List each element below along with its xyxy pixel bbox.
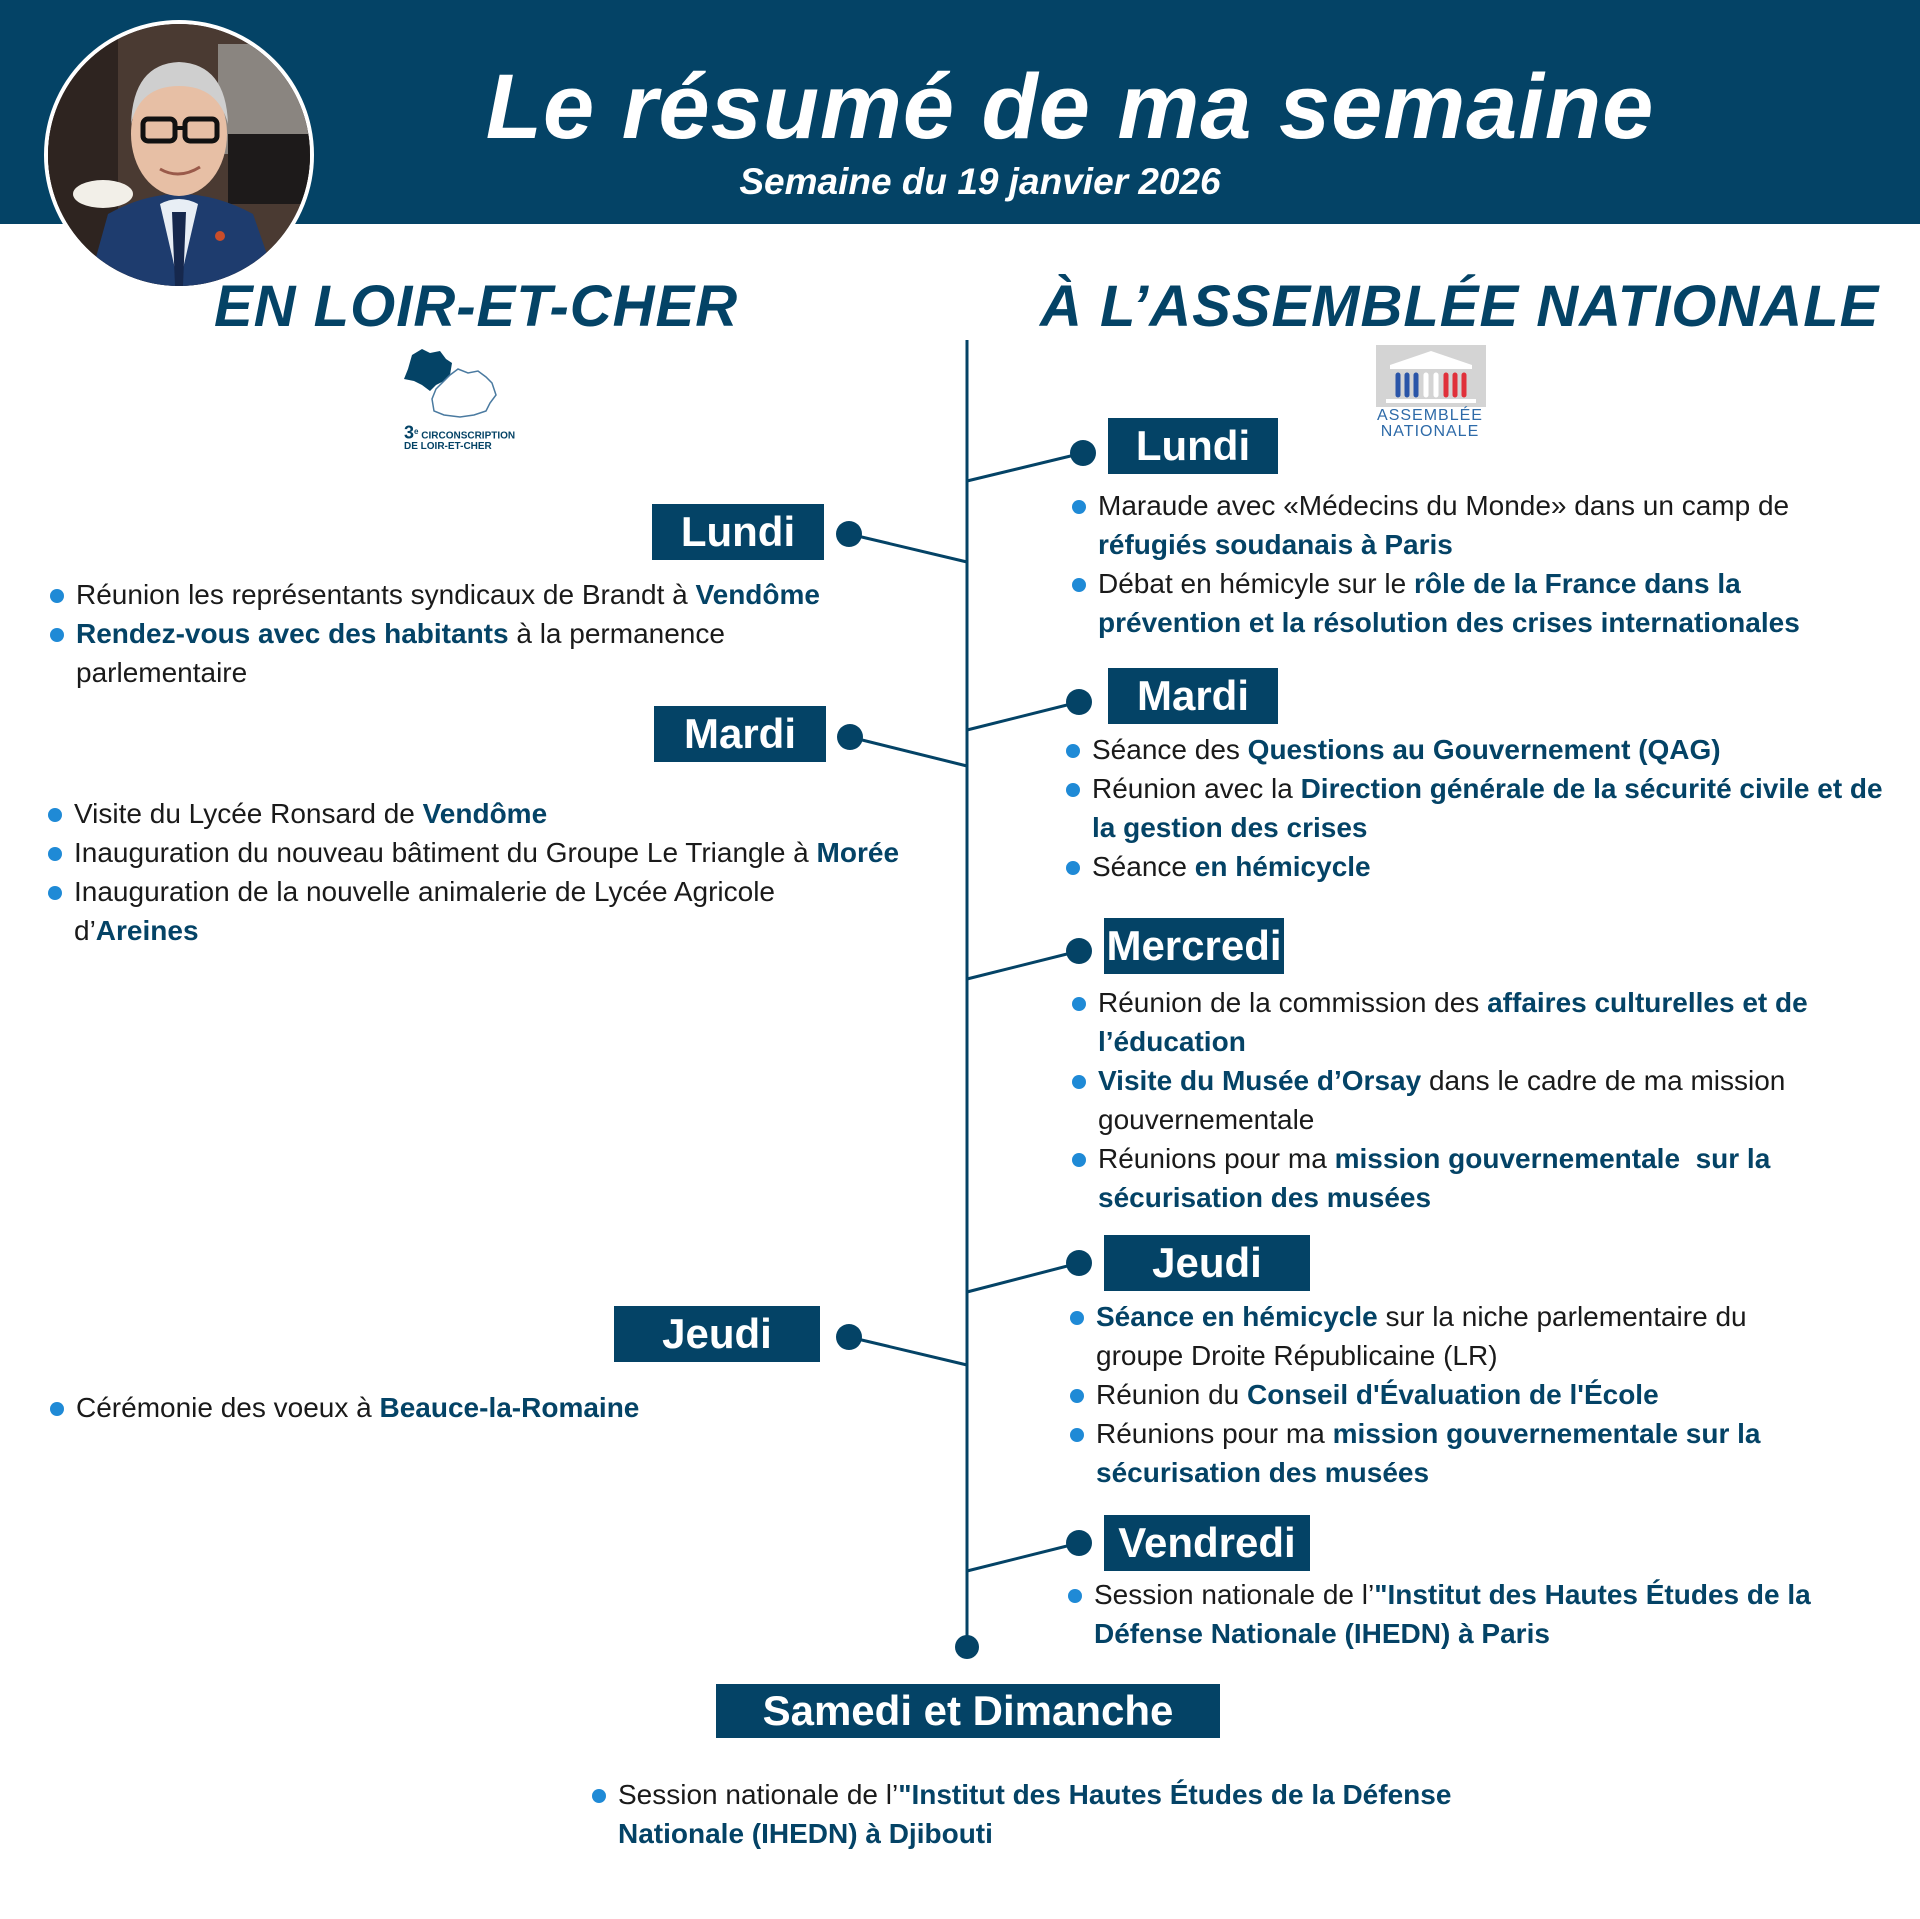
- right-jeudi-items: [1068, 1297, 1848, 1492]
- list-item: Rendez-vous avec des habitants à la permanence parlementaire: [48, 614, 796, 692]
- bullet-icon: [50, 628, 64, 642]
- left-column-title: EN LOIR-ET-CHER: [214, 274, 739, 339]
- right-day-mardi: Mardi: [1108, 668, 1278, 724]
- list-item: Inauguration du nouveau bâtiment du Groupe Le Triangle à Morée: [46, 833, 904, 872]
- assemblee-nationale-logo-text: ASSEMBLÉE NATIONALE: [1377, 407, 1483, 440]
- page-title: Le résumé de ma semaine: [485, 56, 1655, 158]
- list-item: Réunion les représentants syndicaux de Brandt à Vendôme: [48, 575, 878, 614]
- bullet-icon: [592, 1789, 606, 1803]
- list-item: Inauguration de la nouvelle animalerie de Lycée Agricole d’Areines: [46, 872, 904, 950]
- bullet-icon: [1070, 1311, 1084, 1325]
- list-item: Réunions pour ma mission gouvernementale sur la sécurisation des musées: [1070, 1139, 1848, 1217]
- list-item: Réunion avec la Direction générale de la sécurité civile et de la gestion des crises: [1064, 769, 1894, 847]
- list-item: Séance en hémicycle sur la niche parlementaire du groupe Droite Républicaine (LR): [1068, 1297, 1826, 1375]
- connector-left-jeudi: [836, 1324, 967, 1365]
- list-item: Visite du Musée d’Orsay dans le cadre de ma mission gouvernementale: [1070, 1061, 1868, 1139]
- bullet-icon: [1072, 1075, 1086, 1089]
- bullet-icon: [48, 808, 62, 822]
- connector-right-jeudi: [967, 1250, 1092, 1292]
- connector-left-mardi: [837, 724, 967, 766]
- list-item: Réunion du Conseil d'Évaluation de l'École: [1068, 1375, 1848, 1414]
- right-day-jeudi: Jeudi: [1104, 1235, 1310, 1291]
- bullet-icon: [1066, 783, 1080, 797]
- bullet-icon: [50, 1402, 64, 1416]
- bullet-icon: [1066, 861, 1080, 875]
- list-item: Maraude avec «Médecins du Monde» dans un camp de réfugiés soudanais à Paris: [1070, 486, 1890, 564]
- right-day-lundi: Lundi: [1108, 418, 1278, 474]
- connector-right-lundi: [967, 440, 1096, 481]
- list-item: Séance des Questions au Gouvernement (QAG): [1064, 730, 1894, 769]
- right-day-vendredi: Vendredi: [1104, 1515, 1310, 1571]
- bullet-icon: [1072, 500, 1086, 514]
- weekend-items: [590, 1775, 1510, 1853]
- connector-right-vendredi: [967, 1530, 1092, 1571]
- timeline-end-dot: [955, 1635, 979, 1659]
- list-item: Débat en hémicyle sur le rôle de la France dans la prévention et la résolution des crises internationales: [1070, 564, 1890, 642]
- left-day-lundi: Lundi: [652, 504, 824, 560]
- left-mardi-items: [46, 794, 906, 950]
- right-day-mercredi: Mercredi: [1104, 918, 1284, 974]
- bullet-icon: [1068, 1589, 1082, 1603]
- bullet-icon: [1066, 744, 1080, 758]
- connector-right-mercredi: [967, 938, 1092, 979]
- bullet-icon: [1070, 1389, 1084, 1403]
- list-item: Réunion de la commission des affaires culturelles et de l’éducation: [1070, 983, 1858, 1061]
- left-lundi-items: [48, 575, 878, 692]
- connector-left-lundi: [836, 521, 967, 562]
- page-subtitle: Semaine du 19 janvier 2026: [739, 161, 1221, 202]
- list-item: Réunions pour ma mission gouvernementale sur la sécurisation des musées: [1068, 1414, 1836, 1492]
- left-day-mardi: Mardi: [654, 706, 826, 762]
- bullet-icon: [1072, 1153, 1086, 1167]
- right-vendredi-items: [1066, 1575, 1876, 1653]
- bullet-icon: [1072, 997, 1086, 1011]
- list-item: Cérémonie des voeux à Beauce-la-Romaine: [48, 1388, 848, 1427]
- bullet-icon: [48, 847, 62, 861]
- circonscription-logo-text: 3e CIRCONSCRIPTION DE LOIR-ET-CHER: [404, 422, 516, 453]
- bullet-icon: [1070, 1428, 1084, 1442]
- bullet-icon: [48, 886, 62, 900]
- bullet-icon: [50, 589, 64, 603]
- list-item: Session nationale de l’"Institut des Hautes Études de la Défense Nationale (IHEDN) à Djibouti: [590, 1775, 1510, 1853]
- list-item: Séance en hémicycle: [1064, 847, 1894, 886]
- right-lundi-items: [1070, 486, 1890, 642]
- day-weekend: Samedi et Dimanche: [716, 1684, 1220, 1738]
- list-item: Session nationale de l’"Institut des Hautes Études de la Défense Nationale (IHEDN) à Paris: [1066, 1575, 1876, 1653]
- right-mardi-items: [1064, 730, 1894, 886]
- list-item: Visite du Lycée Ronsard de Vendôme: [46, 794, 906, 833]
- left-day-jeudi: Jeudi: [614, 1306, 820, 1362]
- bullet-icon: [1072, 578, 1086, 592]
- right-mercredi-items: [1070, 983, 1870, 1217]
- connector-right-mardi: [967, 689, 1092, 730]
- left-jeudi-items: [48, 1388, 848, 1427]
- right-column-title: À L’ASSEMBLÉE NATIONALE: [1040, 274, 1880, 339]
